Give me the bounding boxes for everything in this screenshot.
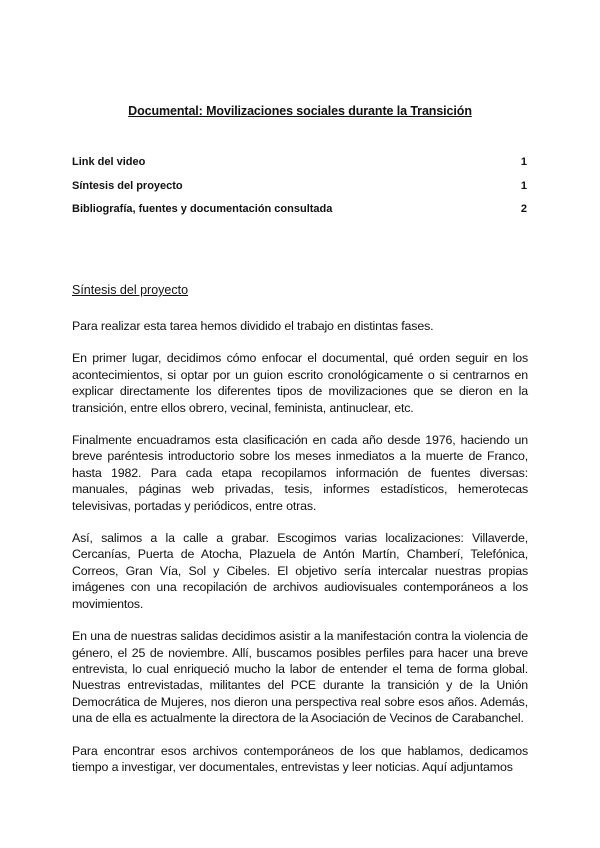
toc-entry-page: 1 xyxy=(520,179,527,192)
document-title: Documental: Movilizaciones sociales durante la Transición xyxy=(128,104,472,118)
paragraph: Para encontrar esos archivos contemporáneos de los que hablamos, dedicamos tiempo a investigar, ver documentales, entrevistas y leer noticias. Aquí adjuntamos xyxy=(72,743,528,774)
section-heading: Síntesis del proyecto xyxy=(72,283,189,297)
toc-entry xyxy=(72,179,527,203)
paragraph: Para realizar esta tarea hemos dividido el trabajo en distintas fases. xyxy=(72,319,434,333)
toc-entry xyxy=(72,202,527,226)
toc-entry-label: Link del video xyxy=(72,156,146,168)
toc-entry xyxy=(72,155,527,179)
toc-entry-page: 2 xyxy=(520,203,527,215)
toc-entry-page: 1 xyxy=(520,156,527,168)
paragraph: Finalmente encuadramos esta clasificación en cada año desde 1976, haciendo un breve paréntesis introductorio sobre los meses inmediatos a la muerte de Franco, hasta 1982. Para cada etapa recopilamos información de fuentes diversas: manuales, páginas web privadas, tesis, informes estadísticos, hemerotecas televisivas, portadas y periódicos, entre otras. xyxy=(72,433,528,513)
paragraph: En una de nuestras salidas decidimos asistir a la manifestación contra la violencia de género, el 25 de noviembre. Allí, buscamos posibles perfiles para hacer una breve entrevista, lo cual enriqueció mucho la labor de entender el tema de forma global. Nuestras entrevistadas, militantes del PCE durante la transición y de la Unión Democrática de Mujeres, nos dieron una perspectiva real sobre esos años. Además, una de ella es actualmente la directora de la Asociación de Vecinos de Carabanchel. xyxy=(72,629,528,726)
table-of-contents xyxy=(72,155,527,226)
toc-entry-label: Bibliografía, fuentes y documentación consultada xyxy=(72,203,333,215)
toc-entry-label: Síntesis del proyecto xyxy=(72,179,183,192)
paragraph: Así, salimos a la calle a grabar. Escogimos varias localizaciones: Villaverde, Cercanías, Puerta de Atocha, Plazuela de Antón Martín, Chamberí, Telefónica, Correos, Gran Vía, Sol y Cibeles. El objetivo sería intercalar nuestras propias imágenes con una recopilación de archivos audiovisuales contemporáneos a los movimientos. xyxy=(72,531,528,611)
paragraph: En primer lugar, decidimos cómo enfocar el documental, qué orden seguir en los acontecimientos, si optar por un guion escrito cronológicamente o si centrarnos en explicar directamente los diferentes tipos de movilizaciones que se dieron en la transición, entre ellos obrero, vecinal, feminista, antinuclear, etc. xyxy=(72,351,528,415)
body-text xyxy=(72,318,528,791)
